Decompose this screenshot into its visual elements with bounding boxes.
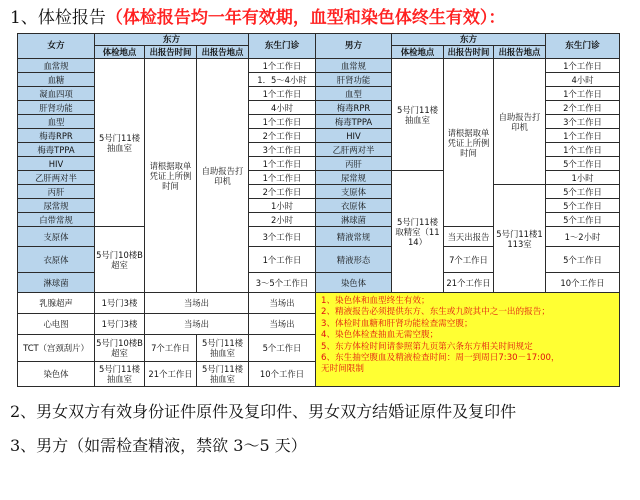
male-chromosome-report-time: 21个工作日 [444,273,494,293]
extra-report-time: 21个工作日 [145,362,197,387]
extra-item: 染色体 [18,362,95,387]
male-dongsheng-time: 5个工作日 [546,185,620,199]
female-dongsheng-time: 1个工作日 [249,247,316,273]
female-dongsheng-time: 1个工作日 [249,157,316,171]
female-item: 淋球菌 [18,273,95,293]
header-east-male: 东方 [392,34,546,46]
extra-report-location: 5号门11楼抽血室 [197,362,249,387]
male-dongsheng-time: 5个工作日 [546,157,620,171]
male-item: 支原体 [316,185,392,199]
male-semen-location: 5号门11楼取精室（1114） [392,171,444,293]
female-dongsheng-time: 2个工作日 [249,185,316,199]
female-lab-location: 5号门10楼B超室 [95,227,145,293]
male-item: 梅毒TPPA [316,115,392,129]
male-dongsheng-time: 5个工作日 [546,199,620,213]
male-blood-location: 5号门11楼抽血室 [392,59,444,171]
female-dongsheng-time: 2个工作日 [249,129,316,143]
female-item: 梅毒RPR [18,129,95,143]
male-item: 血常规 [316,59,392,73]
male-dongsheng-time: 10个工作日 [546,273,620,293]
male-item: 丙肝 [316,157,392,171]
checkup-report-table [17,33,620,387]
male-dongsheng-time: 1个工作日 [546,129,620,143]
female-item: 血常规 [18,59,95,73]
note-line: 5、东方体检时间请参照第九页第六条东方相关时间规定 [321,341,533,352]
female-item: 白带常规 [18,213,95,227]
subheader-report-location: 出报告地点 [197,46,249,59]
female-item: 尿常规 [18,199,95,213]
header-dongsheng-female: 东生门诊 [249,34,316,59]
requirement-abstinence: 3、男方（如需检查精液，禁欲 3～5 天） [10,436,307,455]
table-row [18,293,620,314]
extra-location: 5号门10楼B超室 [95,335,145,362]
subheader-location: 体检地点 [392,46,444,59]
male-dongsheng-time: 1个工作日 [546,59,620,73]
note-line: 6、东生抽空腹血及精液检查时间：周一到周日7:30－17:00， [321,353,560,364]
female-item: 血型 [18,115,95,129]
extra-dongsheng-time: 10个工作日 [249,362,316,387]
female-dongsheng-time: 1个工作日 [249,87,316,101]
female-item: 凝血四项 [18,87,95,101]
header-female: 女方 [18,34,95,59]
female-dongsheng-time: 1个工作日 [249,171,316,185]
male-dongsheng-time: 1小时 [546,171,620,185]
note-line: 2、精液报告必须提供东方、东生或九院其中之一出的报告； [321,307,550,318]
male-item: 精液常规 [316,227,392,247]
note-line: 1、染色体和血型终生有效； [321,296,430,306]
header-east-female: 东方 [95,34,249,46]
extra-report-location: 5号门11楼抽血室 [197,335,249,362]
male-dongsheng-time: 1个工作日 [546,143,620,157]
note-line: 4、染色体检查抽血无需空腹； [321,330,439,341]
male-dongsheng-time: 5个工作日 [546,247,620,273]
female-item: 支原体 [18,227,95,247]
female-dongsheng-time: 2小时 [249,213,316,227]
female-dongsheng-time: 3个工作日 [249,227,316,247]
requirement-documents: 2、男女双方有效身份证件原件及复印件、男女双方结婚证原件及复印件 [10,402,517,421]
female-item: 乙肝两对半 [18,171,95,185]
female-item: 血糖 [18,73,95,87]
female-report-time: 请根据取单凭证上所例时间 [145,59,197,293]
male-item: 乙肝两对半 [316,143,392,157]
female-dongsheng-time: 1个工作日 [249,59,316,73]
extra-item: 乳腺超声 [18,293,95,314]
heading-title: 1、体检报告 [10,8,106,28]
subheader-location: 体检地点 [95,46,145,59]
male-item: 尿常规 [316,171,392,185]
male-dongsheng-time: 5个工作日 [546,213,620,227]
section-heading [10,6,505,30]
extra-location: 5号门11楼抽血室 [95,362,145,387]
extra-report-time: 7个工作日 [145,335,197,362]
extra-location: 1号门3楼 [95,293,145,314]
notes-box [316,293,620,387]
male-semen-report-time: 7个工作日 [444,247,494,273]
male-dongsheng-time: 2个工作日 [546,101,620,115]
male-dongsheng-time: 1个工作日 [546,87,620,101]
female-item: 衣原体 [18,247,95,273]
female-item: 丙肝 [18,185,95,199]
extra-dongsheng-time: 当场出 [249,293,316,314]
female-item: HIV [18,157,95,171]
heading-validity-note: （体检报告均一年有效期，血型和染色体终生有效）： [105,8,506,28]
female-report-location: 自助报告打印机 [197,59,249,293]
female-dongsheng-time: 3～5个工作日 [249,273,316,293]
female-dongsheng-time: 3个工作日 [249,143,316,157]
male-item: 淋球菌 [316,213,392,227]
male-semen-report-location: 5号门11楼1113室 [494,185,546,293]
table-row [18,59,620,73]
male-dongsheng-time: 3个工作日 [546,115,620,129]
male-item: 肝肾功能 [316,73,392,87]
male-item: 衣原体 [316,199,392,213]
extra-location: 1号门3楼 [95,314,145,335]
subheader-report-location: 出报告地点 [494,46,546,59]
female-dongsheng-time: 4小时 [249,101,316,115]
male-item: 梅毒RPR [316,101,392,115]
header-dongsheng-male: 东生门诊 [546,34,620,59]
female-blood-location: 5号门11楼抽血室 [95,59,145,227]
female-dongsheng-time: 1．5～4小时 [249,73,316,87]
extra-dongsheng-time: 5个工作日 [249,335,316,362]
extra-item: TCT（宫颈刮片） [18,335,95,362]
header-male: 男方 [316,34,392,59]
extra-dongsheng-time: 当场出 [249,314,316,335]
note-line: 3、体检时血糖和肝肾功能检查需空腹； [321,318,473,329]
male-item: HIV [316,129,392,143]
female-dongsheng-time: 1个工作日 [249,115,316,129]
female-item: 肝肾功能 [18,101,95,115]
extra-item: 心电图 [18,314,95,335]
male-dongsheng-time: 1～2小时 [546,227,620,247]
female-dongsheng-time: 1小时 [249,199,316,213]
male-report-location: 自助报告打印机 [494,59,546,185]
note-line: 无时间限制 [321,364,364,375]
extra-report-time: 当场出 [145,293,249,314]
male-dongsheng-time: 4小时 [546,73,620,87]
male-item: 精液形态 [316,247,392,273]
male-semen-report-time: 当天出报告 [444,227,494,247]
extra-report-time: 当场出 [145,314,249,335]
subheader-report-time: 出报告时间 [145,46,197,59]
male-report-time: 请根据取单凭证上所例时间 [444,59,494,227]
female-item: 梅毒TPPA [18,143,95,157]
subheader-report-time: 出报告时间 [444,46,494,59]
male-item: 染色体 [316,273,392,293]
male-item: 血型 [316,87,392,101]
